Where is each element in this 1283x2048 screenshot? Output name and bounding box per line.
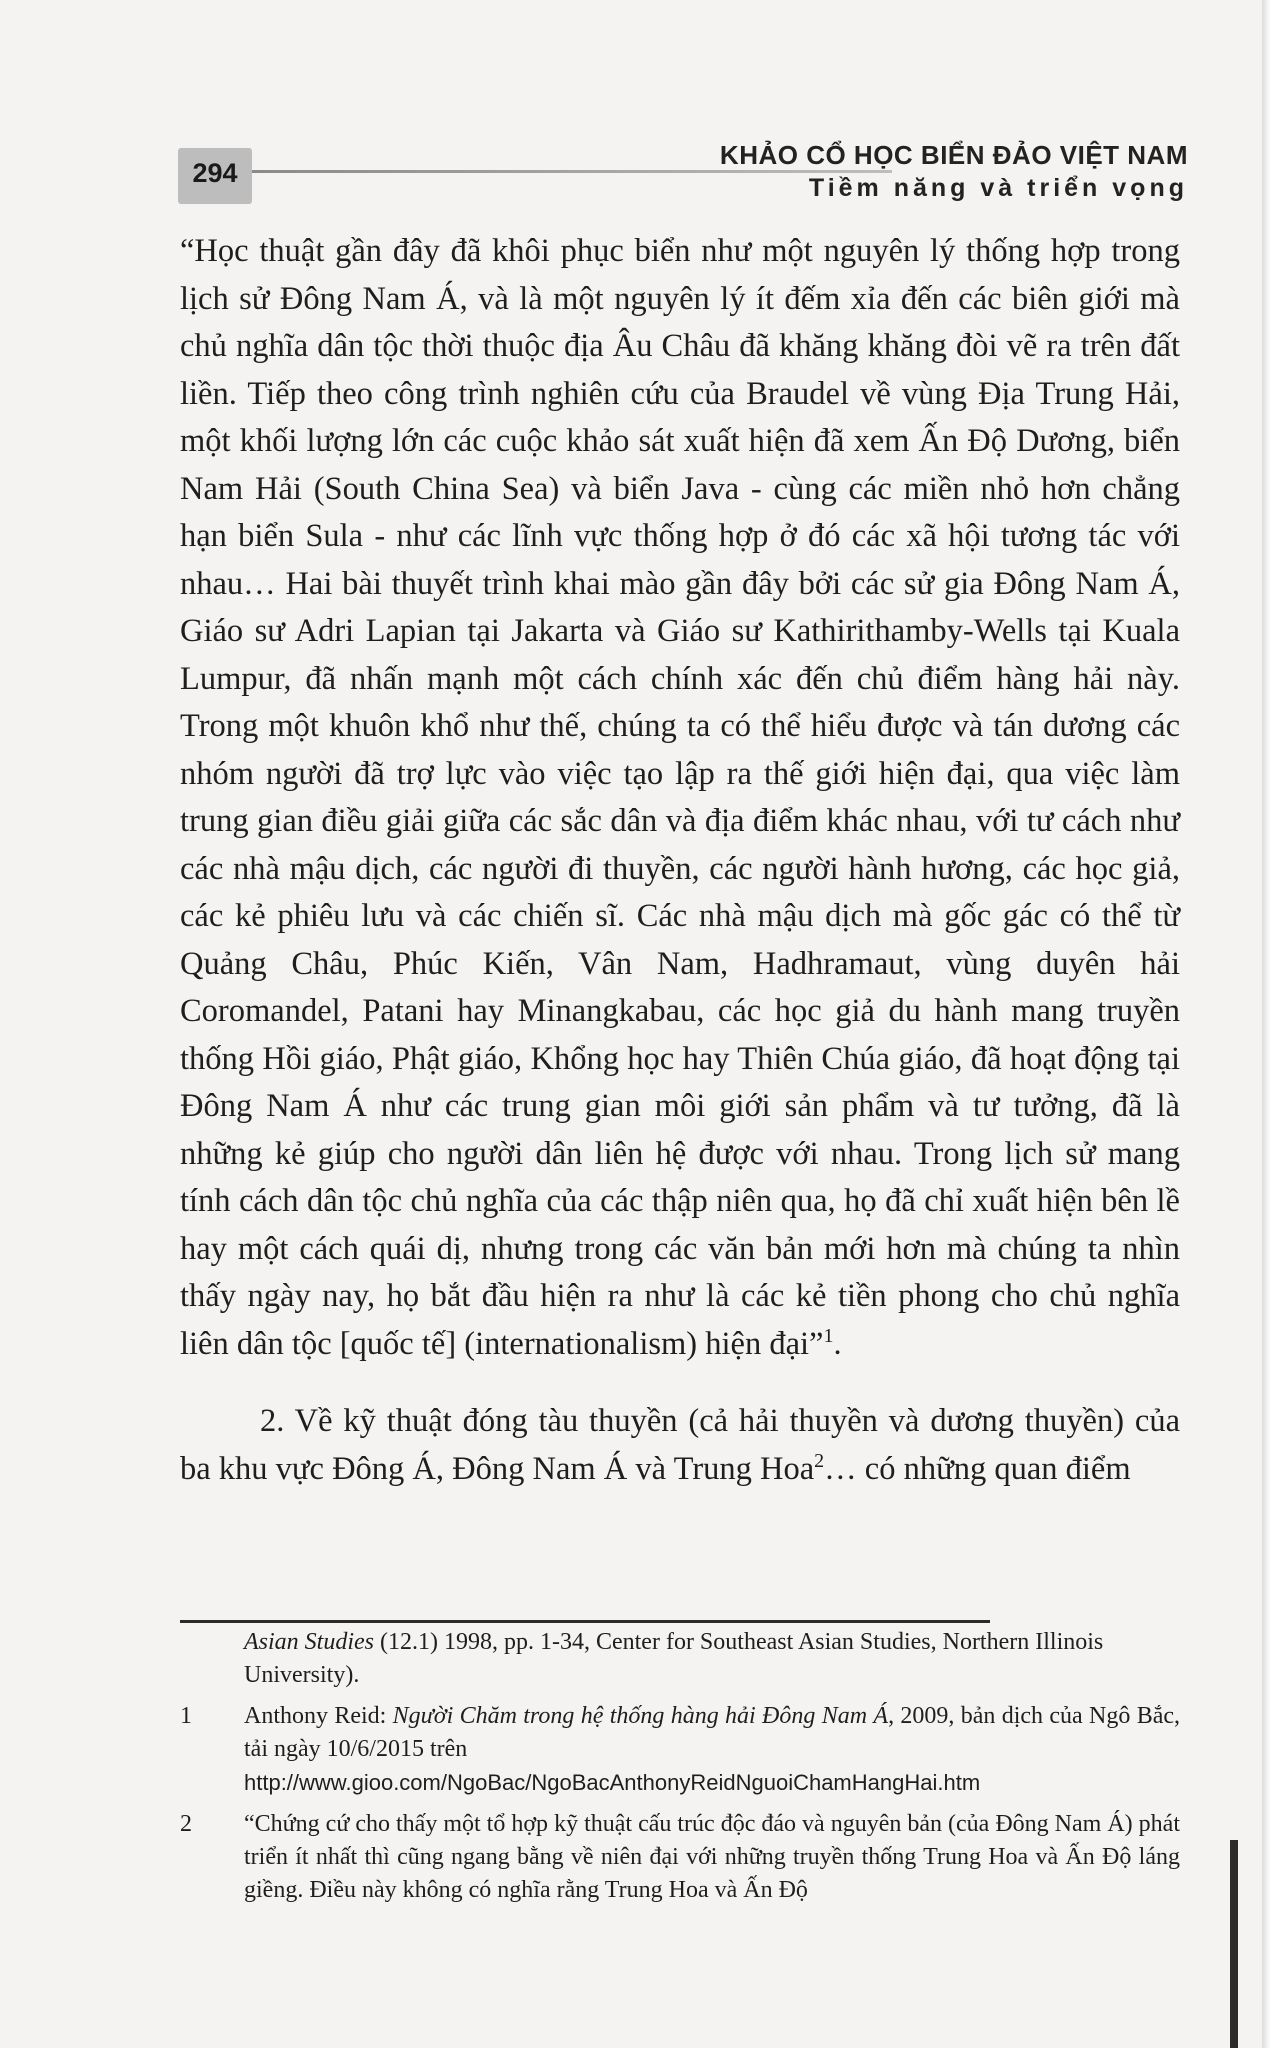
footnote-2-number: 2 bbox=[180, 1811, 192, 1837]
paragraph-quote bbox=[180, 228, 1180, 1368]
footnote-2 bbox=[180, 1808, 1180, 1907]
footnote-1-rest: , 2009, bản dịch của Ngô Bắc, tải ngày 10/6/2015 trên bbox=[244, 1703, 1181, 1762]
paragraph-shipbuilding-text: 2. Về kỹ thuật đóng tàu thuyền (cả hải thuyền và dương thuyền) của ba khu vực Đông Á, Đông Nam Á và Trung Hoa bbox=[180, 1403, 1180, 1487]
footnote-1-author: Anthony Reid: bbox=[244, 1703, 393, 1729]
footnote-ref-2: 2 bbox=[814, 1449, 825, 1472]
footnote-1-title: Người Chăm trong hệ thống hàng hải Đông Nam Á bbox=[392, 1703, 889, 1729]
footnote-1 bbox=[180, 1700, 1180, 1800]
footnote-1-body bbox=[244, 1700, 1180, 1800]
running-header-title: KHẢO CỔ HỌC BIỂN ĐẢO VIỆT NAM bbox=[719, 140, 1188, 170]
footnote-continuation-journal: Asian Studies bbox=[244, 1629, 374, 1655]
paragraph-quote-text: “Học thuật gần đây đã khôi phục biển như một nguyên lý thống hợp trong lịch sử Đông Nam Á, và là một nguyên lý ít đếm xỉa đến các biên giới mà chủ nghĩa dân tộc thời thuộc địa Âu Châu đã khăng khăng đòi vẽ ra trên đất liền. Tiếp theo công trình nghiên cứu của Braudel về vùng Địa Trung Hải, một khối lượng lớn các cuộc khảo sát xuất hiện đã xem Ấn Độ Dương, biển Nam Hải (South China Sea) và biển Java - cùng các miền nhỏ hơn chẳng hạn biển Sula - như các lĩnh vực thống hợp ở đó các xã hội tương tác với nhau… Hai bài thuyết trình khai mào gần đây bởi các sử gia Đông Nam Á, Giáo sư Adri Lapian tại Jakarta và Giáo sư Kathirithamby-Wells tại Kuala Lumpur, đã nhấn mạnh một cách chính xác đến chủ điểm hàng hải này. Trong một khuôn khổ như thế, chúng ta có thể hiểu được và tán dương các nhóm người đã trợ lực vào việc tạo lập ra thế giới hiện đại, qua việc làm trung gian điều giải giữa các sắc dân và địa điểm khác nhau, với tư cách như các nhà mậu dịch, các người đi thuyền, các người hành hương, các học giả, các kẻ phiêu lưu và các chiến sĩ. Các nhà mậu dịch mà gốc gác có thể từ Quảng Châu, Phúc Kiến, Vân Nam, Hadhramaut, vùng duyên hải Coromandel, Patani hay Minangkabau, các học giả du hành mang truyền thống Hồi giáo, Phật giáo, Khổng học hay Thiên Chúa giáo, đã hoạt động tại Đông Nam Á như các trung gian môi giới sản phẩm và tư tưởng, đã là những kẻ giúp cho người dân liên hệ được với nhau. Trong lịch sử mang tính cách dân tộc chủ nghĩa của các thập niên qua, họ đã chỉ xuất hiện bên lề hay một cách quái dị, nhưng trong các văn bản mới hơn mà chúng ta nhìn thấy ngày nay, họ bắt đầu hiện ra như là các kẻ tiền phong cho chủ nghĩa liên dân tộc [quốc tế] (internationalism) hiện đại” bbox=[180, 233, 1180, 1362]
body-text bbox=[180, 228, 1180, 1493]
footnote-1-url: http://www.gioo.com/NgoBac/NgoBacAnthonyReidNguoiChamHangHai.htm bbox=[244, 1770, 981, 1795]
page-number: 294 bbox=[192, 158, 238, 188]
running-header-subtitle: Tiềm năng và triển vọng bbox=[808, 174, 1188, 202]
footnote-continuation bbox=[180, 1622, 1180, 1692]
footnote-continuation-text: (12.1) 1998, pp. 1-34, Center for Southeast Asian Studies, Northern Illinois University). bbox=[244, 1629, 1104, 1688]
footnote-ref-1: 1 bbox=[823, 1324, 834, 1347]
footnote-1-number: 1 bbox=[180, 1703, 192, 1729]
footnotes bbox=[180, 1622, 1180, 1907]
page-edge bbox=[1262, 0, 1283, 2048]
paragraph-shipbuilding bbox=[180, 1398, 1180, 1493]
paragraph-quote-end: . bbox=[833, 1325, 842, 1362]
page-shadow bbox=[1230, 1840, 1238, 2048]
page-number-block bbox=[178, 148, 252, 204]
footnote-2-body: “Chứng cứ cho thấy một tổ hợp kỹ thuật cấu trúc độc đáo và nguyên bản (của Đông Nam Á) phát triển ít nhất thì cũng ngang bằng về niên đại với những truyền thống Trung Hoa và Ấn Độ láng giềng. Điều này không có nghĩa rằng Trung Hoa và Ấn Độ bbox=[244, 1811, 1180, 1903]
paragraph-shipbuilding-end: … có những quan điểm bbox=[824, 1450, 1131, 1487]
